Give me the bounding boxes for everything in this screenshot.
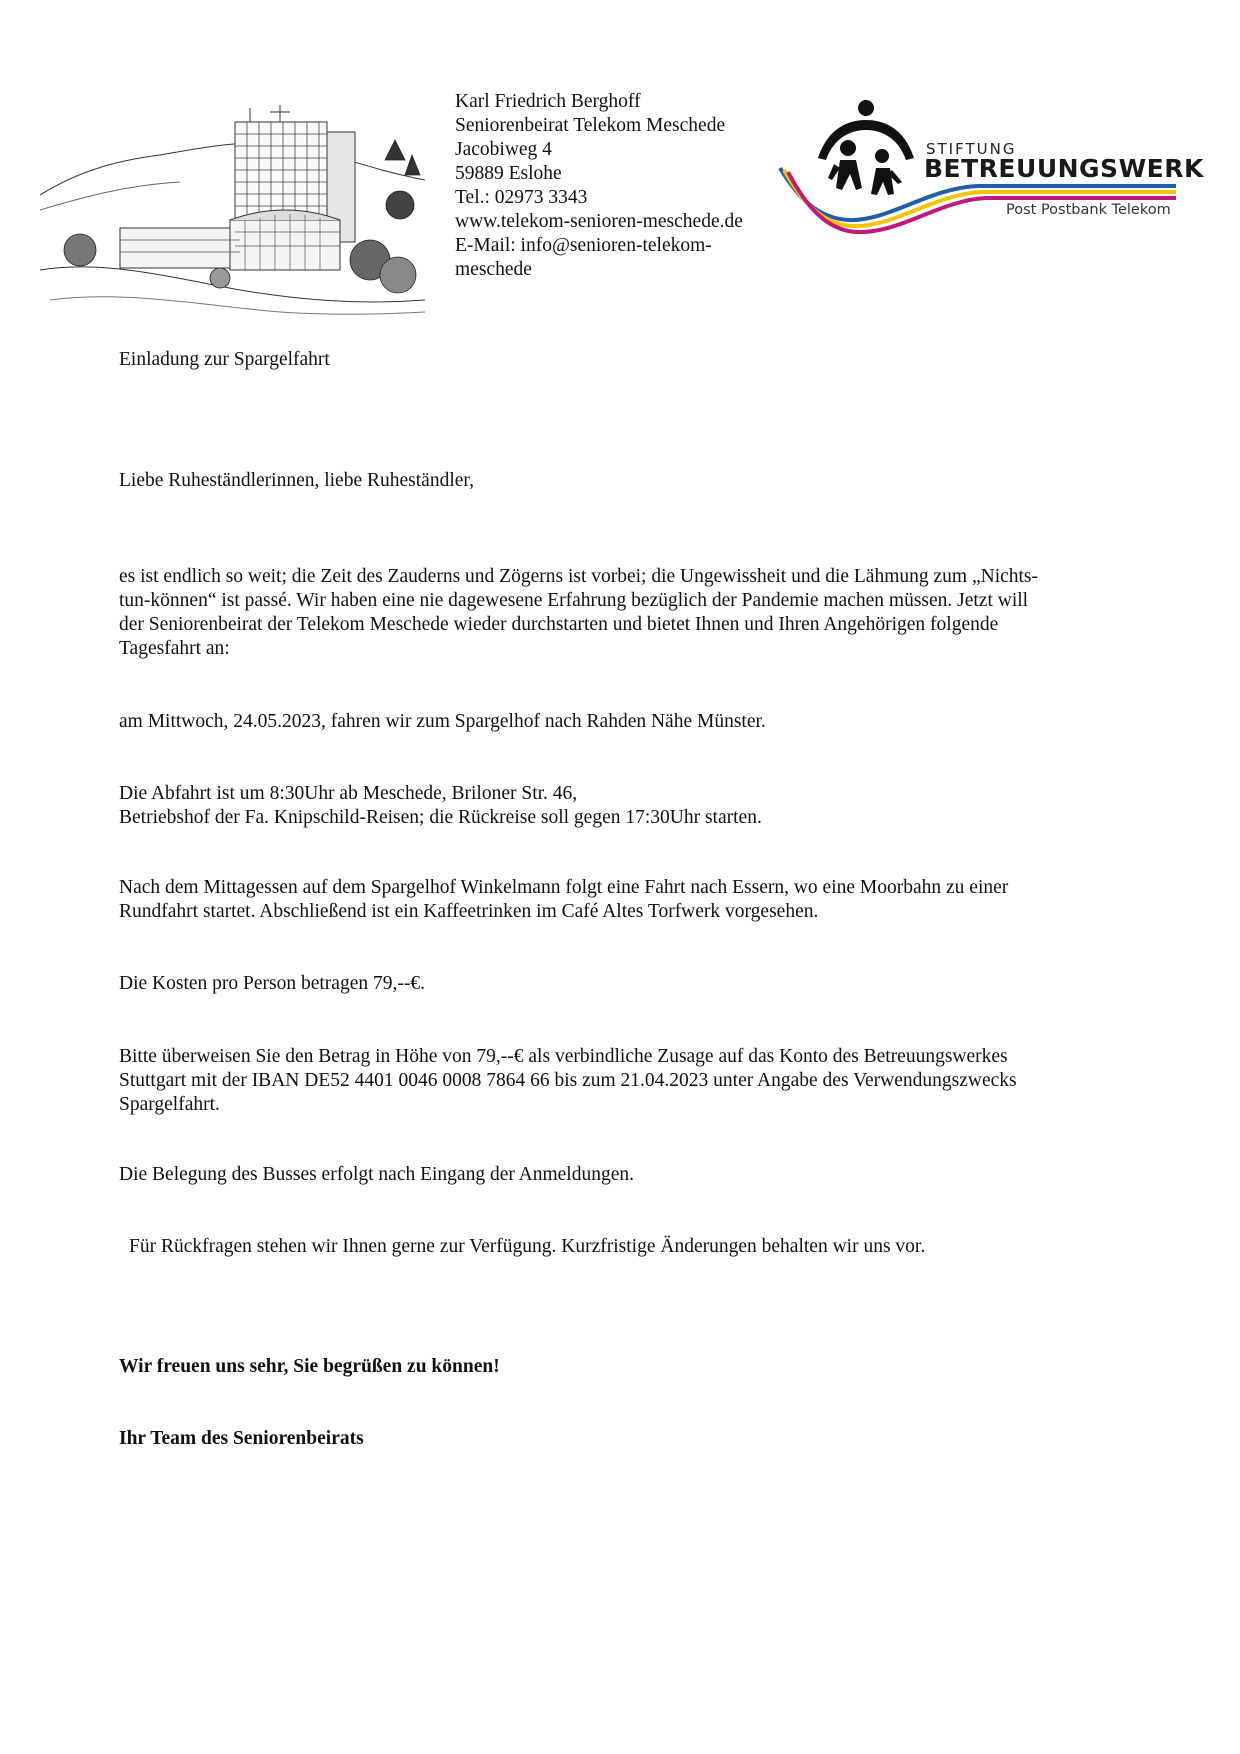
paragraph-line: es ist endlich so weit; die Zeit des Zauderns und Zögerns ist vorbei; die Ungewissheit und die Lähmung zum „Nichts- [119, 566, 1039, 587]
paragraph-line: Rundfahrt startet. Abschließend ist ein Kaffeetrinken im Café Altes Torfwerk vorgesehen. [119, 901, 819, 922]
paragraph-line: Stuttgart mit der IBAN DE52 4401 0046 0008 7864 66 bis zum 21.04.2023 unter Angabe des Verwendungszwecks [119, 1070, 1017, 1091]
building-sketch-illustration [40, 100, 425, 318]
sender-name: Karl Friedrich Berghoff [455, 91, 641, 112]
sender-email-link[interactable]: E-Mail: info@senioren-telekom- [455, 235, 712, 256]
sender-city: 59889 Eslohe [455, 163, 562, 184]
paragraph-program [119, 876, 1129, 924]
paragraph-departure [119, 782, 1129, 830]
paragraph-line: Die Abfahrt ist um 8:30Uhr ab Meschede, Briloner Str. 46, [119, 783, 578, 804]
sender-address-block [455, 90, 775, 282]
paragraph-costs: Die Kosten pro Person betragen 79,--€. [119, 973, 425, 994]
signature-line: Ihr Team des Seniorenbeirats [119, 1428, 364, 1449]
paragraph-line: der Seniorenbeirat der Telekom Meschede wieder durchstarten und bietet Ihnen und Ihren Angehörigen folgende [119, 614, 999, 635]
paragraph-bus: Die Belegung des Busses erfolgt nach Eingang der Anmeldungen. [119, 1164, 635, 1185]
paragraph-line: Bitte überweisen Sie den Betrag in Höhe von 79,--€ als verbindliche Zusage auf das Konto des Betreuungswerkes [119, 1046, 1008, 1067]
sender-website-link[interactable]: www.telekom-senioren-meschede.de [455, 211, 743, 232]
paragraph-line: Spargelfahrt. [119, 1094, 220, 1115]
paragraph-date: am Mittwoch, 24.05.2023, fahren wir zum Spargelhof nach Rahden Nähe Münster. [119, 711, 766, 732]
paragraph-line: Nach dem Mittagessen auf dem Spargelhof Winkelmann folgt eine Fahrt nach Essern, wo eine Moorbahn zu einer [119, 877, 1009, 898]
paragraph-line: tun-können“ ist passé. Wir haben eine nie dagewesene Erfahrung bezüglich der Pandemie machen müssen. Jetzt will [119, 590, 1029, 611]
sender-phone: Tel.: 02973 3343 [455, 187, 588, 208]
sender-email-link-cont[interactable]: meschede [455, 259, 532, 280]
sender-organization: Seniorenbeirat Telekom Meschede [455, 115, 726, 136]
paragraph-payment [119, 1045, 1129, 1117]
paragraph-contact: Für Rückfragen stehen wir Ihnen gerne zur Verfügung. Kurzfristige Änderungen behalten wir uns vor. [129, 1236, 926, 1257]
paragraph-line: Tagesfahrt an: [119, 638, 230, 659]
letter-salutation: Liebe Ruheständlerinnen, liebe Ruheständler, [119, 470, 474, 491]
letter-subject: Einladung zur Spargelfahrt [119, 349, 330, 370]
paragraph-intro [119, 565, 1129, 661]
logo-stiftung-text: STIFTUNG [926, 140, 1017, 158]
logo-betreuungswerk-text: BETREUUNGSWERK [924, 154, 1204, 183]
sender-street: Jacobiweg 4 [455, 139, 552, 160]
logo-subtitle-text: Post Postbank Telekom [1006, 202, 1171, 218]
paragraph-line: Betriebshof der Fa. Knipschild-Reisen; die Rückreise soll gegen 17:30Uhr starten. [119, 807, 762, 828]
closing-line: Wir freuen uns sehr, Sie begrüßen zu können! [119, 1356, 500, 1377]
